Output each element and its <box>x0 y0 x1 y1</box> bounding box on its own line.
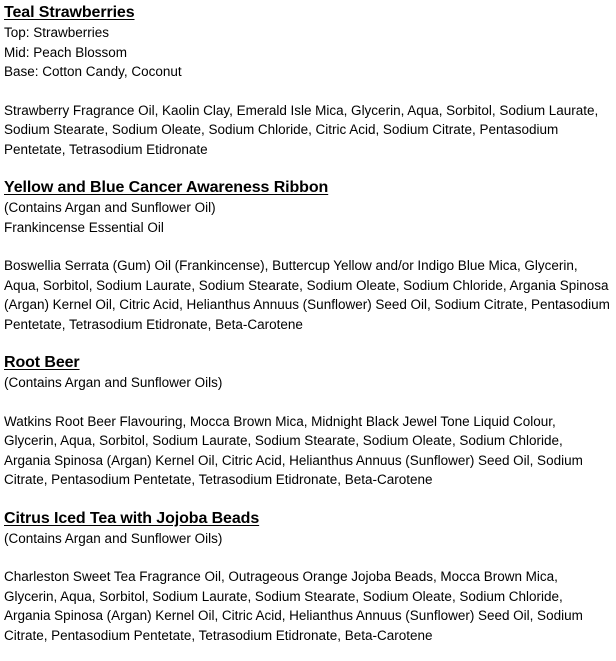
subtitle-line: (Contains Argan and Sunflower Oils) <box>4 530 223 546</box>
section-heading-yellow-and-blue-cancer-awareness-ribbon: Yellow and Blue Cancer Awareness Ribbon <box>4 179 329 196</box>
subtitle-list <box>4 529 612 549</box>
subtitle-list <box>4 23 612 82</box>
subtitle-line: (Contains Argan and Sunflower Oils) <box>4 375 223 390</box>
heading-row <box>4 353 612 373</box>
ingredients-paragraph: Strawberry Fragrance Oil, Kaolin Clay, Emerald Isle Mica, Glycerin, Aqua, Sorbitol, Sodium Laurate, Sodium Stearate, Sodium Oleate, Sodium Chloride, Citric Acid, Sodium Citrate, Pentasodium Pentetate, Tetrasodium Etidronate <box>4 102 599 157</box>
ingredients-paragraph: Boswellia Serrata (Gum) Oil (Frankincense), Buttercup Yellow and/or Indigo Blue Mica, Glycerin, Aqua, Sorbitol, Sodium Laurate, Sodium Stearate, Sodium Oleate, Sodium Chloride, Argania Spinosa (Argan) Kernel Oil, Citric Acid, Helianthus Annuus (Sunflower) Seed Oil, Sodium Citrate, Pentasodium Pentetate, Tetrasodium Etidronate, Beta-Carotene <box>4 258 610 332</box>
subtitle-line: (Contains Argan and Sunflower Oil) <box>4 200 216 215</box>
product-section-citrus-iced-tea-with-jojoba-beads <box>4 509 612 646</box>
section-heading-citrus-iced-tea-with-jojoba-beads: Citrus Iced Tea with Jojoba Beads <box>4 509 260 527</box>
subtitle-line: Frankincense Essential Oil <box>4 219 164 235</box>
subtitle-line: Base: Cotton Candy, Coconut <box>4 64 182 79</box>
ingredients-paragraph: Charleston Sweet Tea Fragrance Oil, Outrageous Orange Jojoba Beads, Mocca Brown Mica, Glycerin, Aqua, Sorbitol, Sodium Laurate, Sodium Stearate, Sodium Oleate, Sodium Chloride, Argania Spinosa (Argan) Kernel Oil, Citric Acid, Helianthus Annuus (Sunflower) Seed Oil, Sodium Citrate, Pentasodium Pentetate, Tetrasodium Etidronate, Beta-Carotene <box>4 569 583 643</box>
subtitle-line: Mid: Peach Blossom <box>4 44 128 60</box>
product-section-yellow-and-blue-cancer-awareness-ribbon <box>4 178 612 334</box>
heading-row <box>4 178 612 198</box>
subtitle-line: Top: Strawberries <box>4 25 110 40</box>
product-section-root-beer <box>4 353 612 490</box>
section-heading-teal-strawberries: Teal Strawberries <box>4 4 135 21</box>
subtitle-list <box>4 198 612 237</box>
ingredients-paragraph: Watkins Root Beer Flavouring, Mocca Brown Mica, Midnight Black Jewel Tone Liquid Colour, Glycerin, Aqua, Sorbitol, Sodium Laurate, Sodium Stearate, Sodium Oleate, Sodium Chloride, Argania Spinosa (Argan) Kernel Oil, Citric Acid, Helianthus Annuus (Sunflower) Seed Oil, Sodium Citrate, Pentasodium Pentetate, Tetrasodium Etidronate, Beta-Carotene <box>4 413 583 487</box>
heading-row <box>4 3 612 23</box>
subtitle-list <box>4 373 612 393</box>
product-section-teal-strawberries <box>4 3 612 159</box>
section-heading-root-beer: Root Beer <box>4 354 80 371</box>
heading-row <box>4 509 612 529</box>
